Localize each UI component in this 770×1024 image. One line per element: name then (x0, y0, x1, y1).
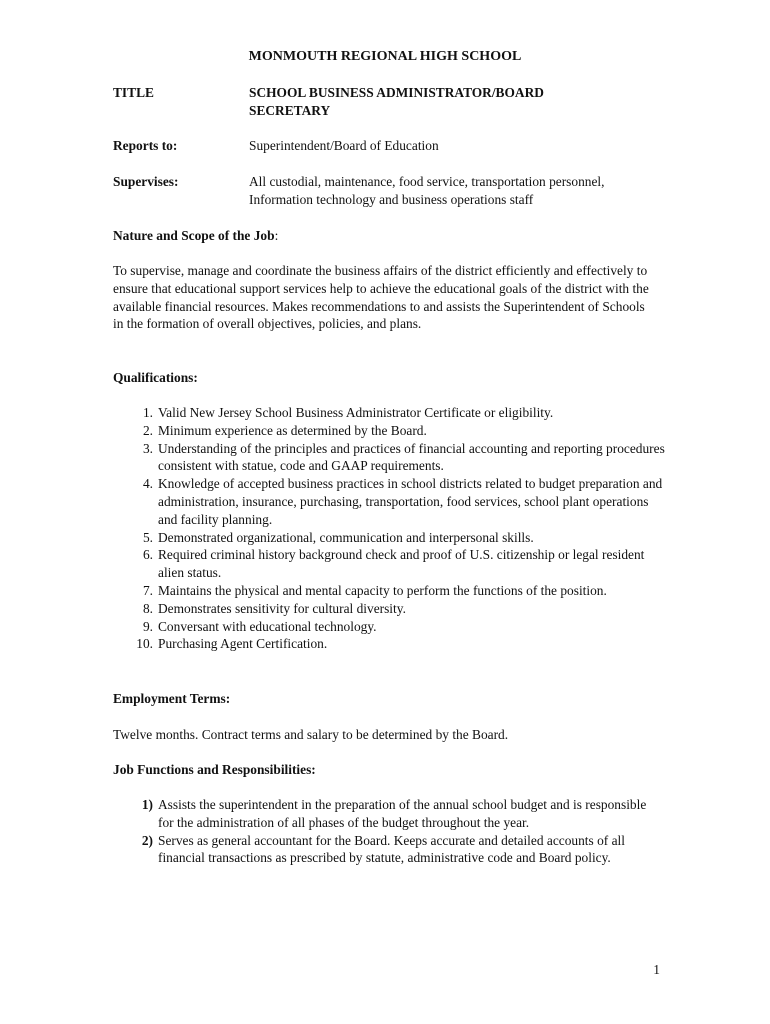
reports-to-value: Superintendent/Board of Education (249, 138, 439, 153)
list-item (142, 618, 665, 636)
list-item-number: 7. (142, 582, 153, 598)
list-item (141, 796, 665, 832)
list-item-text: Demonstrates sensitivity for cultural diversity. (158, 600, 406, 616)
list-item-text: Knowledge of accepted business practices in school districts related to budget preparation and administration, insurance, purchasing, transportation, food services, school plant operations and facility planning. (158, 476, 663, 527)
nature-paragraph: To supervise, manage and coordinate the business affairs of the district efficiently and effectively to ensure that educational support services help to achieve the educational goals of the district with the available financial resources. Makes recommendations to and assists the Superintendent of Schools in the formation of overall objectives, policies, and plans. (113, 263, 649, 332)
list-item-number: 9. (142, 618, 153, 634)
list-item-text: Assists the superintendent in the preparation of the annual school budget and is responsible for the administration of all phases of the budget throughout the year. (158, 797, 647, 830)
list-item-text: Maintains the physical and mental capacity to perform the functions of the position. (158, 582, 607, 598)
list-item-number: 2. (142, 422, 153, 438)
title-value: SCHOOL BUSINESS ADMINISTRATOR/BOARD SECRETARY (249, 85, 544, 118)
list-item-number: 1. (142, 405, 153, 420)
list-item (142, 582, 665, 600)
qualifications-heading: Qualifications: (113, 370, 198, 385)
list-item-text: Minimum experience as determined by the Board. (158, 422, 427, 438)
list-item (141, 832, 665, 868)
list-item (142, 404, 665, 422)
list-item-number: 1) (141, 797, 153, 812)
list-item-number: 2) (141, 832, 153, 848)
list-item-text: Serves as general accountant for the Board. Keeps accurate and detailed accounts of all financial transactions as prescribed by statute, administrative code and Board policy. (158, 832, 625, 866)
list-item (142, 546, 665, 582)
list-item (142, 600, 665, 618)
list-item-text: Conversant with educational technology. (158, 618, 377, 634)
list-item-number: 4. (142, 476, 153, 492)
nature-heading-colon: : (274, 228, 279, 243)
list-item-number: 5. (142, 529, 153, 545)
title-label: TITLE (113, 85, 154, 100)
nature-heading-text: Nature and Scope of the Job (113, 228, 275, 243)
supervises-value: All custodial, maintenance, food service, transportation personnel, Information technology and business operations staff (249, 174, 605, 207)
list-item-number: 3. (142, 440, 153, 456)
qualifications-list (113, 404, 665, 653)
employment-heading: Employment Terms: (113, 691, 231, 706)
list-item (142, 422, 665, 440)
list-item-number: 10. (136, 636, 153, 652)
list-item-number: 8. (142, 600, 153, 616)
list-item-text: Demonstrated organizational, communication and interpersonal skills. (158, 529, 534, 545)
page-number: 1 (653, 962, 660, 977)
nature-heading (113, 227, 653, 245)
list-item (142, 440, 665, 476)
school-name-heading: MONMOUTH REGIONAL HIGH SCHOOL (248, 49, 522, 64)
list-item-text: Valid New Jersey School Business Administrator Certificate or eligibility. (158, 405, 554, 420)
reports-to-label: Reports to: (113, 138, 178, 153)
list-item-text: Required criminal history background check and proof of U.S. citizenship or legal resident alien status. (158, 547, 645, 581)
list-item (142, 475, 665, 528)
supervises-label: Supervises: (113, 174, 179, 189)
functions-list (113, 796, 665, 867)
list-item-text: Understanding of the principles and practices of financial accounting and reporting procedures consistent with statue, code and GAAP requirements. (158, 440, 665, 474)
list-item-text: Purchasing Agent Certification. (158, 636, 328, 652)
employment-paragraph: Twelve months. Contract terms and salary to be determined by the Board. (113, 727, 509, 742)
list-item (142, 529, 665, 547)
list-item (136, 635, 665, 653)
list-item-number: 6. (142, 547, 153, 563)
functions-heading: Job Functions and Responsibilities: (113, 762, 316, 777)
